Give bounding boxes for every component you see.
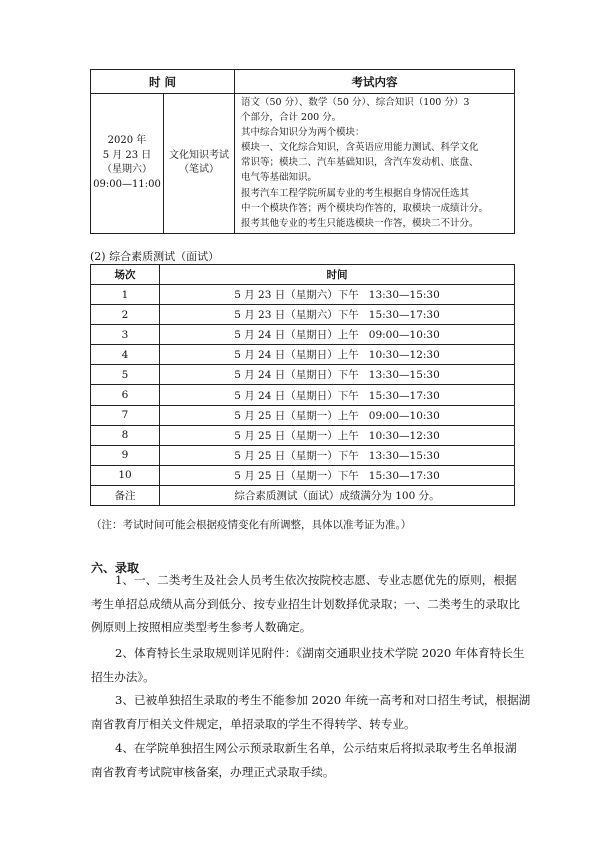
- table-row: [91, 385, 515, 405]
- interview-caption: (2) 综合素质测试（面试）: [90, 250, 220, 263]
- session-time-cell: 5 月 23 日（星期六）下午 13:30—15:30: [160, 285, 515, 305]
- exam-time-line: （星期六）: [102, 164, 152, 176]
- exam-schedule-table: [90, 69, 515, 234]
- session-time-cell: 5 月 25 日（星期一）上午 09:00—10:30: [160, 405, 515, 425]
- session-cell: 5: [91, 365, 160, 385]
- paragraph-line: 3、已被单独招生录取的考生不能参加 2020 年统一高考和对口招生考试，根据湖: [115, 693, 531, 707]
- exam-table-header-content: 考试内容: [235, 70, 515, 94]
- paragraph-line: 4、在学院单独招生网公示预录取新生名单，公示结束后将拟录取考生名单报湖: [115, 741, 517, 755]
- session-time-cell: 5 月 25 日（星期一）下午 13:30—15:30: [160, 445, 515, 465]
- session-time-cell: 5 月 24 日（星期日）上午 09:00—10:30: [160, 325, 515, 345]
- exam-time-line: 2020 年: [107, 135, 147, 147]
- table-row: [91, 345, 515, 365]
- table-row: [91, 465, 515, 485]
- paragraph-line: 例原则上按照相应类型考生参考人数确定。: [91, 620, 312, 634]
- session-cell: 2: [91, 305, 160, 325]
- remark-text: 综合素质测试（面试）成绩满分为 100 分。: [160, 485, 515, 505]
- session-cell: 10: [91, 465, 160, 485]
- admission-paragraph-4: [91, 737, 517, 784]
- interview-schedule-table: [90, 264, 515, 506]
- exam-time-line: 5 月 23 日: [102, 149, 152, 161]
- exam-content-cell: [235, 94, 515, 234]
- session-cell: 6: [91, 385, 160, 405]
- exam-time-line: 09:00—11:00: [93, 178, 161, 190]
- exam-content-line: 报考其他专业的考生只能选模块一作答，模块二不计分。: [241, 217, 479, 229]
- session-time-cell: 5 月 25 日（星期一）上午 10:30—12:30: [160, 425, 515, 445]
- table-row: [91, 365, 515, 385]
- session-cell: 1: [91, 285, 160, 305]
- paragraph-line: 考生单招总成绩从高分到低分、按专业招生计划数择优录取；一、二类考生的录取比: [91, 596, 520, 611]
- exam-content-line: 报考汽车工程学院所属专业的考生根据自身情况任选其: [241, 187, 470, 199]
- exam-content-line: 个部分，合计 200 分。: [241, 112, 342, 124]
- session-time-cell: 5 月 25 日（星期一）下午 15:30—17:30: [160, 465, 515, 485]
- session-cell: 9: [91, 445, 160, 465]
- exam-subject-line: 文化知识考试: [169, 149, 229, 161]
- session-cell: 7: [91, 405, 160, 425]
- session-time-cell: 5 月 23 日（星期六）下午 15:30—17:30: [160, 305, 515, 325]
- session-cell: 4: [91, 345, 160, 365]
- session-time-cell: 5 月 24 日（星期日）下午 15:30—17:30: [160, 385, 515, 405]
- paragraph-line: 2、体育特长生录取规则详见附件：《湖南交通职业技术学院 2020 年体育特长生: [115, 646, 525, 660]
- exam-time-cell: [91, 94, 164, 234]
- exam-table-row: [91, 94, 515, 234]
- session-time-cell: 5 月 24 日（星期日）上午 10:30—12:30: [160, 345, 515, 365]
- paragraph-line: 南省教育厅相关文件规定，单招录取的学生不得转学、转专业。: [91, 716, 416, 731]
- exam-subject-cell: [164, 94, 235, 234]
- session-time-cell: 5 月 24 日（星期日）下午 13:30—15:30: [160, 365, 515, 385]
- exam-subject-line: （笔试）: [179, 164, 219, 176]
- paragraph-line: 1、一、二类考生及社会人员考生依次按院校志愿、专业志愿优先的原则，根据: [115, 573, 517, 587]
- table-row: [91, 285, 515, 305]
- admission-paragraph-2: [91, 642, 525, 689]
- interview-header-row: [91, 265, 515, 285]
- paragraph-line: 招生办法》。: [91, 669, 155, 684]
- section-title: 六、录取: [91, 561, 140, 575]
- exam-content-line: 其中综合知识分为两个模块：: [241, 127, 365, 139]
- session-cell: 3: [91, 325, 160, 345]
- exam-content-line: 电气等基础知识。: [241, 172, 318, 184]
- interview-header-session: 场次: [91, 265, 160, 285]
- remark-label: 备注: [91, 485, 160, 505]
- admission-paragraph-1: [91, 569, 520, 640]
- exam-content-line: 语文（50 分）、数学（50 分）、综合知识（100 分）3: [241, 97, 470, 108]
- table-row: [91, 445, 515, 465]
- table-row: [91, 305, 515, 325]
- exam-content-line: 模块一、文化综合知识，含英语应用能力测试、科学文化: [241, 142, 479, 154]
- paragraph-line: 南省教育考试院审核备案，办理正式录取手续。: [91, 764, 335, 779]
- exam-table-header-time: 时 间: [91, 70, 235, 94]
- table-row: [91, 425, 515, 445]
- schedule-note: （注：考试时间可能会根据疫情变化有所调整，具体以准考证为准。）: [91, 519, 412, 531]
- table-row: [91, 325, 515, 345]
- exam-content-line: 常识等；模块二、汽车基础知识，含汽车发动机、底盘、: [241, 157, 479, 169]
- session-cell: 8: [91, 425, 160, 445]
- exam-table-header-row: [91, 70, 515, 94]
- exam-content-line: 中一个模块作答；两个模块均作答的，取模块一成绩计分。: [241, 202, 489, 214]
- table-row: [91, 405, 515, 425]
- remark-row: [91, 485, 515, 505]
- admission-paragraph-3: [91, 689, 531, 736]
- interview-header-time: 时间: [160, 265, 515, 285]
